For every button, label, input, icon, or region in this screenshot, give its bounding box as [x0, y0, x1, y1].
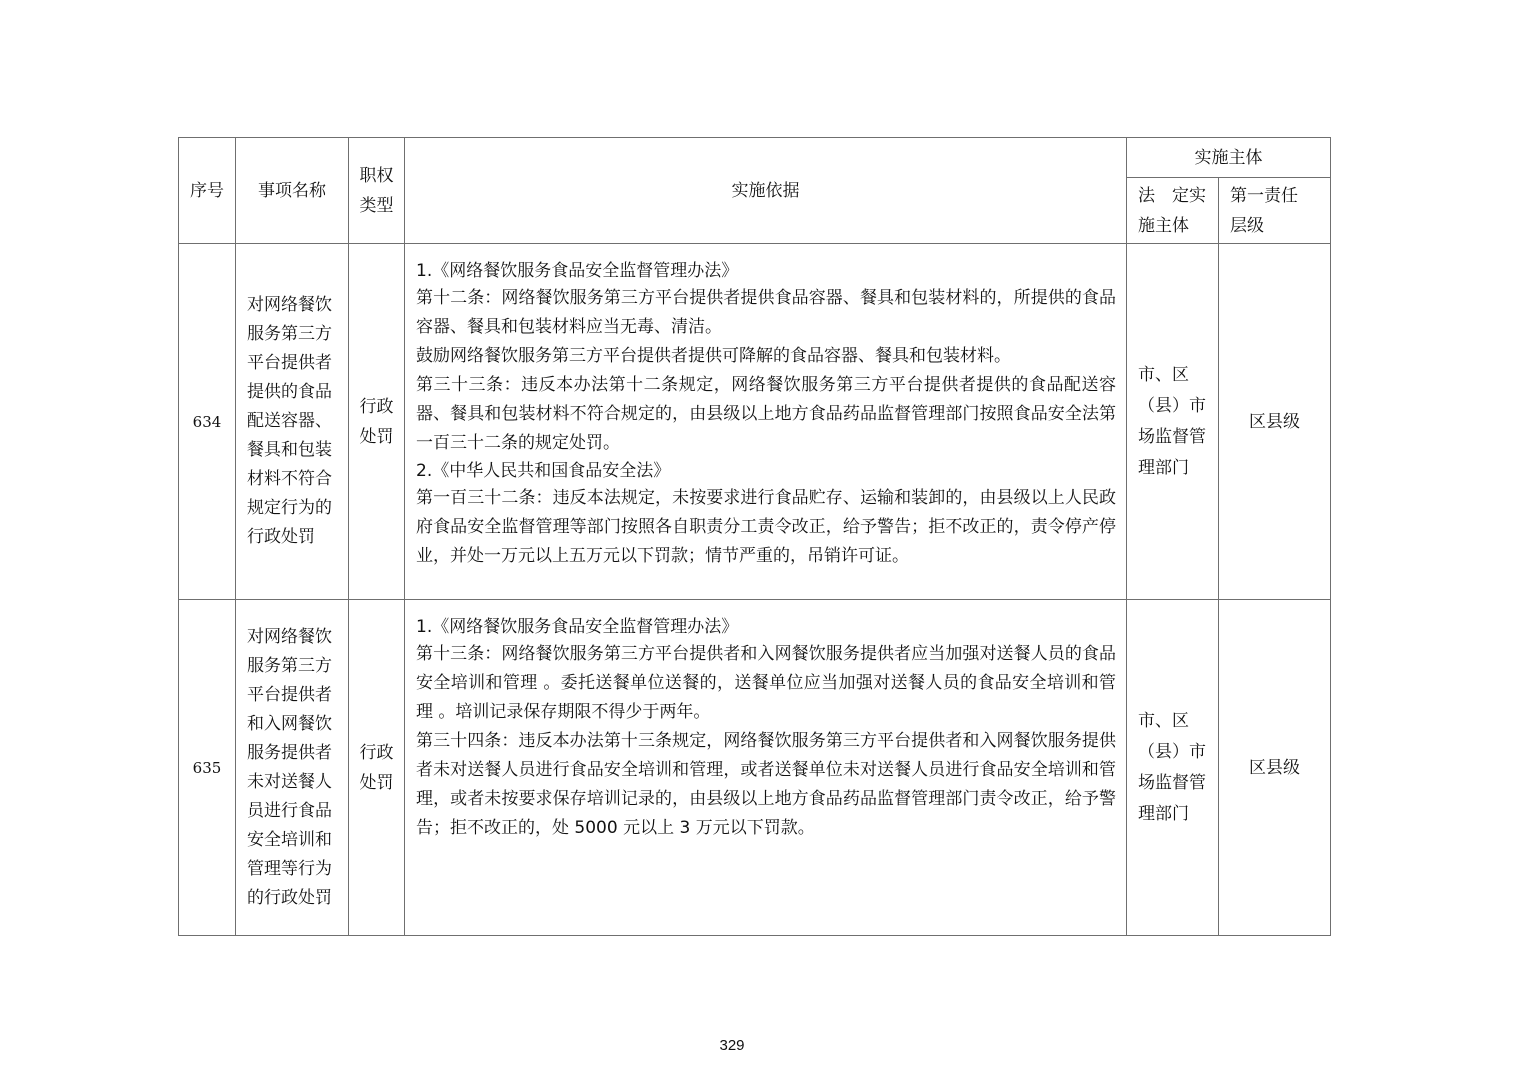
table-row	[179, 600, 1331, 936]
row-power-type: 行政处罚	[349, 600, 405, 936]
row-basis	[405, 600, 1127, 936]
row-seq: 635	[179, 600, 236, 936]
row-legal-subject: 市、区（县）市场监督管理部门	[1127, 600, 1219, 936]
row-basis	[405, 244, 1127, 600]
row-legal-subject: 市、区（县）市场监督管理部门	[1127, 244, 1219, 600]
basis-article: 第十二条：网络餐饮服务第三方平台提供者提供食品容器、餐具和包装材料的，所提供的食品容器、餐具和包装材料应当无毒、清洁。	[416, 288, 1116, 337]
basis-article: 第十三条：网络餐饮服务第三方平台提供者和入网餐饮服务提供者应当加强对送餐人员的食品安全培训和管理 。委托送餐单位送餐的，送餐单位应当加强对送餐人员的食品安全培训和管理 。培训记录保存期限不得少于两年。	[416, 644, 1116, 722]
header-legal-subject: 法 定实施主体	[1127, 178, 1219, 244]
basis-article: 第一百三十二条：违反本法规定，未按要求进行食品贮存、运输和装卸的，由县级以上人民政府食品安全监督管理等部门按照各自职责分工责令改正，给予警告；拒不改正的，责令停产停业，并处一万元以上五万元以下罚款；情节严重的，吊销许可证。	[416, 488, 1116, 566]
row-seq: 634	[179, 244, 236, 600]
row-item-name: 对网络餐饮服务第三方平台提供者提供的食品配送容器、餐具和包装材料不符合规定行为的行政处罚	[236, 244, 349, 600]
basis-law-title: 2.《中华人民共和国食品安全法》	[416, 461, 671, 481]
header-seq: 序号	[179, 138, 236, 244]
page-number: 329	[719, 1037, 745, 1054]
header-item-name: 事项名称	[236, 138, 349, 244]
header-subject-group: 实施主体	[1127, 138, 1331, 178]
header-basis: 实施依据	[405, 138, 1127, 244]
row-power-type: 行政处罚	[349, 244, 405, 600]
row-item-name: 对网络餐饮服务第三方平台提供者和入网餐饮服务提供者未对送餐人员进行食品安全培训和管理等行为的行政处罚	[236, 600, 349, 936]
basis-article: 第三十三条：违反本办法第十二条规定，网络餐饮服务第三方平台提供者提供的食品配送容器、餐具和包装材料不符合规定的，由县级以上地方食品药品监督管理部门按照食品安全法第一百三十二条的规定处罚。	[416, 375, 1116, 453]
basis-article: 鼓励网络餐饮服务第三方平台提供者提供可降解的食品容器、餐具和包装材料。	[416, 346, 1011, 366]
header-first-level: 第一责任层级	[1219, 178, 1331, 244]
row-first-level: 区县级	[1219, 600, 1331, 936]
basis-law-title: 1.《网络餐饮服务食品安全监督管理办法》	[416, 617, 739, 637]
header-power-type: 职权类型	[349, 138, 405, 244]
basis-article: 第三十四条：违反本办法第十三条规定，网络餐饮服务第三方平台提供者和入网餐饮服务提供者未对送餐人员进行食品安全培训和管理，或者送餐单位未对送餐人员进行食品安全培训和管理，或者未按要求保存培训记录的，由县级以上地方食品药品监督管理部门责令改正，给予警告；拒不改正的，处 5000 元以上 3 万元以下罚款。	[416, 731, 1116, 838]
table-row	[179, 244, 1331, 600]
basis-law-title: 1.《网络餐饮服务食品安全监督管理办法》	[416, 261, 739, 281]
row-first-level: 区县级	[1219, 244, 1331, 600]
enforcement-table	[178, 137, 1331, 936]
